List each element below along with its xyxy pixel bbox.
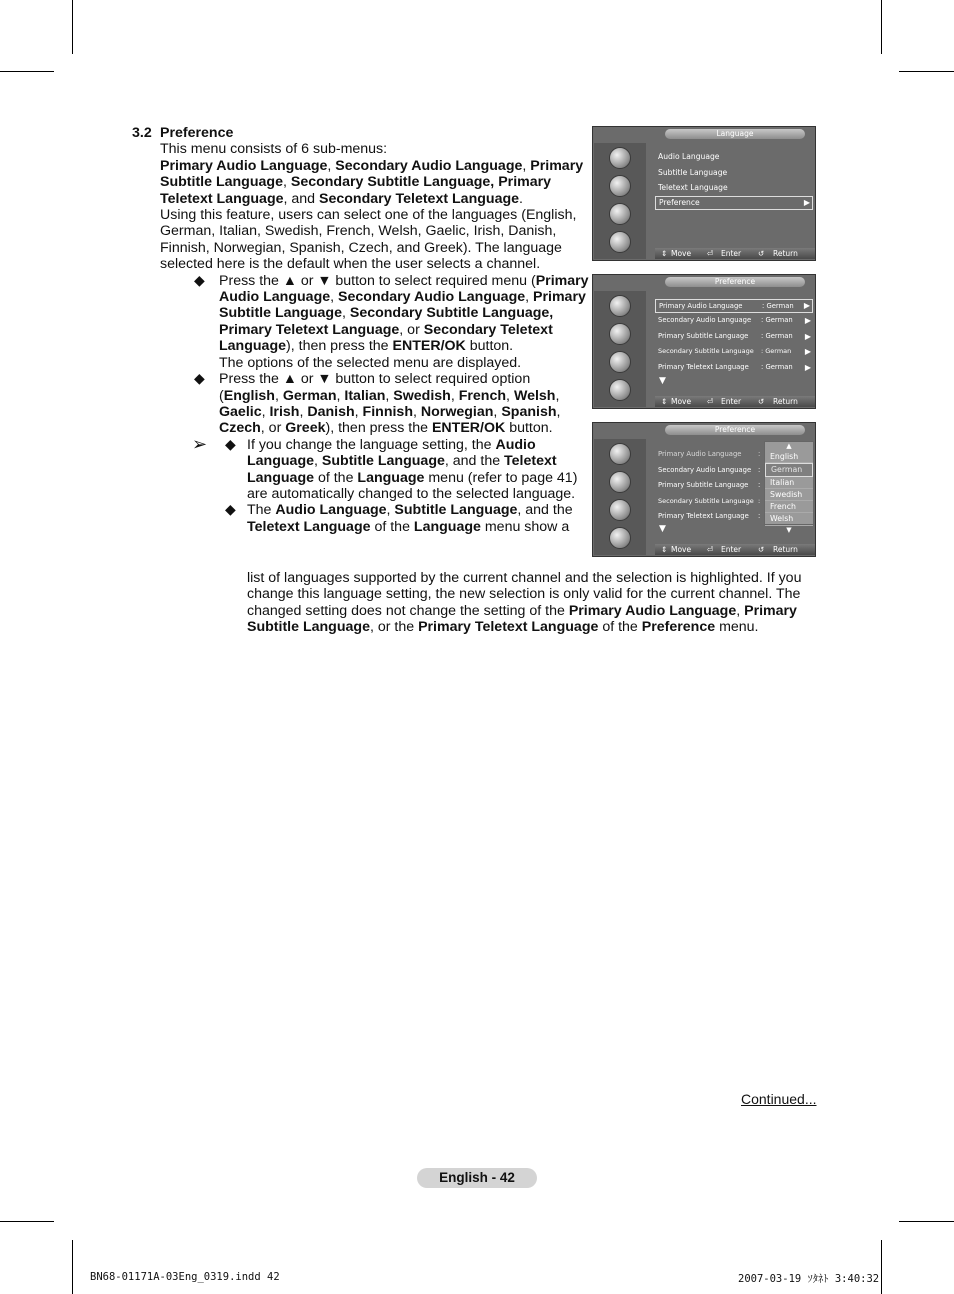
enter-icon: ⏎ [707, 397, 714, 406]
enter-icon: ⏎ [707, 249, 714, 258]
crop-mark [72, 0, 73, 54]
channel-menu-icon [609, 231, 631, 253]
page-number-badge: English - 42 [417, 1168, 537, 1188]
osd-sidebar [594, 439, 646, 555]
section-title: Preference [160, 125, 234, 141]
note-supported-languages: ◆ The Audio Language, Subtitle Language, and the Teletext Language of the Language menu show a [225, 502, 573, 535]
slug-timestamp: 2007-03-19 ｿﾀﾈﾄ 3:40:32 [738, 1273, 880, 1285]
move-icon: ⇕ [661, 249, 668, 258]
move-icon: ⇕ [661, 545, 668, 554]
option-french[interactable]: French [765, 501, 813, 513]
osd-title: Language [665, 129, 805, 139]
option-welsh[interactable]: Welsh [765, 513, 813, 525]
sound-menu-icon [609, 323, 631, 345]
setup-menu-icon [609, 499, 631, 521]
osd-item-subtitle-language[interactable]: Subtitle Language [658, 167, 728, 177]
scroll-down-icon[interactable]: ▼ [786, 525, 792, 534]
language-dropdown[interactable] [764, 441, 814, 534]
picture-menu-icon [609, 443, 631, 465]
arrow-right-icon: ▶ [804, 347, 811, 356]
bullet-select-option: ◆ Press the ▲ or ▼ button to select required option (English, German, Italian, Swedish, French, Welsh, Gaelic, Irish, Danish, Finnish, Norwegian, Spanish, Czech, or Greek), then press the ENTER/OK button. [194, 371, 561, 437]
continued-link: Continued... [741, 1091, 817, 1107]
osd-preference-dropdown [592, 422, 816, 557]
slug-filename: BN68-01171A-03Eng_0319.indd 42 [90, 1271, 280, 1283]
osd-item-secondary-audio[interactable]: Secondary Audio Language : German ▶ [655, 313, 813, 329]
scroll-down-icon[interactable]: ▼ [659, 524, 666, 534]
osd-sidebar [594, 291, 646, 407]
section-intro: This menu consists of 6 sub-menus: [160, 141, 388, 158]
sound-menu-icon [609, 175, 631, 197]
crop-mark [72, 1240, 73, 1294]
osd-item-preference[interactable]: Preference ▶ [655, 196, 813, 210]
bullet-select-menu: ◆ Press the ▲ or ▼ button to select required menu (Primary Audio Language, Secondary Audio Language, Primary Subtitle Language, Secondary Subtitle Language, Primary Teletext Language, or Secondary Teletext Language), then press the ENTER/OK button. The options of the selected menu are displayed. [194, 272, 589, 371]
diamond-bullet-icon: ◆ [225, 502, 236, 519]
setup-menu-icon [609, 351, 631, 373]
diamond-bullet-icon: ◆ [194, 272, 205, 289]
setup-menu-icon [609, 203, 631, 225]
osd-item-audio-language[interactable]: Audio Language [658, 152, 720, 161]
sound-menu-icon [609, 471, 631, 493]
enter-icon: ⏎ [707, 545, 714, 554]
picture-menu-icon [609, 295, 631, 317]
scroll-up-icon[interactable]: ▲ [786, 442, 792, 450]
scroll-down-icon[interactable]: ▼ [659, 376, 666, 386]
option-swedish[interactable]: Swedish [765, 489, 813, 501]
osd-item-primary-subtitle[interactable]: Primary Subtitle Language : German ▶ [655, 329, 813, 345]
crop-mark [0, 1221, 54, 1222]
return-icon: ↺ [758, 397, 765, 406]
return-icon: ↺ [758, 545, 765, 554]
osd-footer: ⇕ Move ⏎ Enter ↺ Return [655, 248, 815, 259]
osd-title: Preference [665, 425, 805, 435]
osd-item-primary-subtitle[interactable]: Primary Subtitle Language : [658, 481, 761, 489]
osd-item-secondary-subtitle[interactable]: Secondary Subtitle Language : [658, 496, 761, 505]
crop-mark [0, 71, 54, 72]
crop-mark [881, 1240, 882, 1294]
diamond-bullet-icon: ◆ [225, 436, 236, 453]
note-language-change: ➢ ◆ If you change the language setting, the Audio Language, Subtitle Language, and the Teletext Language of the Language menu (refer to page 41) are automatically changed to the selected language. [192, 433, 578, 502]
option-italian[interactable]: Italian [765, 477, 813, 489]
osd-item-primary-audio[interactable]: Primary Audio Language : German ▶ [655, 299, 813, 313]
crop-mark [899, 1221, 954, 1222]
osd-footer: ⇕ Move ⏎ Enter ↺ Return [655, 396, 815, 407]
section-body: Using this feature, users can select one of the languages (English, German, Italian, Swedish, French, Welsh, Gaelic, Irish, Danish, Finnish, Norwegian, Spanish, Czech, and Greek). The language selected here is the default when the user selects a channel. [160, 207, 577, 273]
option-german[interactable]: German [765, 463, 813, 476]
osd-item-secondary-subtitle[interactable]: Secondary Subtitle Language : German ▶ [655, 344, 813, 360]
main-text [132, 125, 590, 535]
osd-item-primary-teletext[interactable]: Primary Teletext Language : German ▶ [655, 360, 813, 376]
crop-mark [899, 71, 954, 72]
move-icon: ⇕ [661, 397, 668, 406]
note-continuation: list of languages supported by the current channel and the selection is highlighted. If you change this language setting, the new selection is only valid for the current channel. The changed setting does not change the setting of the Primary Audio Language, Primary Subtitle Language, or the Primary Teletext Language of the Preference menu. [247, 570, 802, 636]
arrow-right-icon: ▶ [803, 301, 810, 310]
option-english[interactable]: English [765, 451, 813, 463]
osd-language-menu [592, 126, 816, 261]
note-arrow-icon: ➢ [192, 433, 208, 454]
osd-preference-menu [592, 274, 816, 409]
osd-sidebar [594, 143, 646, 259]
arrow-right-icon: ▶ [804, 331, 811, 341]
osd-item-teletext-language[interactable]: Teletext Language [658, 183, 728, 192]
arrow-right-icon: ▶ [803, 197, 810, 207]
osd-footer: ⇕ Move ⏎ Enter ↺ Return [655, 544, 815, 555]
channel-menu-icon [609, 527, 631, 549]
diamond-bullet-icon: ◆ [194, 371, 205, 388]
picture-menu-icon [609, 147, 631, 169]
arrow-right-icon: ▶ [804, 362, 811, 372]
osd-item-primary-audio[interactable]: Primary Audio Language : [658, 450, 761, 458]
return-icon: ↺ [758, 249, 765, 258]
osd-item-secondary-audio[interactable]: Secondary Audio Language : [658, 465, 761, 474]
crop-mark [881, 0, 882, 54]
arrow-right-icon: ▶ [804, 316, 811, 325]
osd-title: Preference [665, 277, 805, 287]
submenu-list: Primary Audio Language, Secondary Audio Language, Primary Subtitle Language, Secondary Subtitle Language, Primary Teletext Language, and Secondary Teletext Language. [160, 157, 584, 207]
osd-item-primary-teletext[interactable]: Primary Teletext Language : [658, 512, 761, 520]
section-number: 3.2 [132, 125, 152, 141]
channel-menu-icon [609, 379, 631, 401]
